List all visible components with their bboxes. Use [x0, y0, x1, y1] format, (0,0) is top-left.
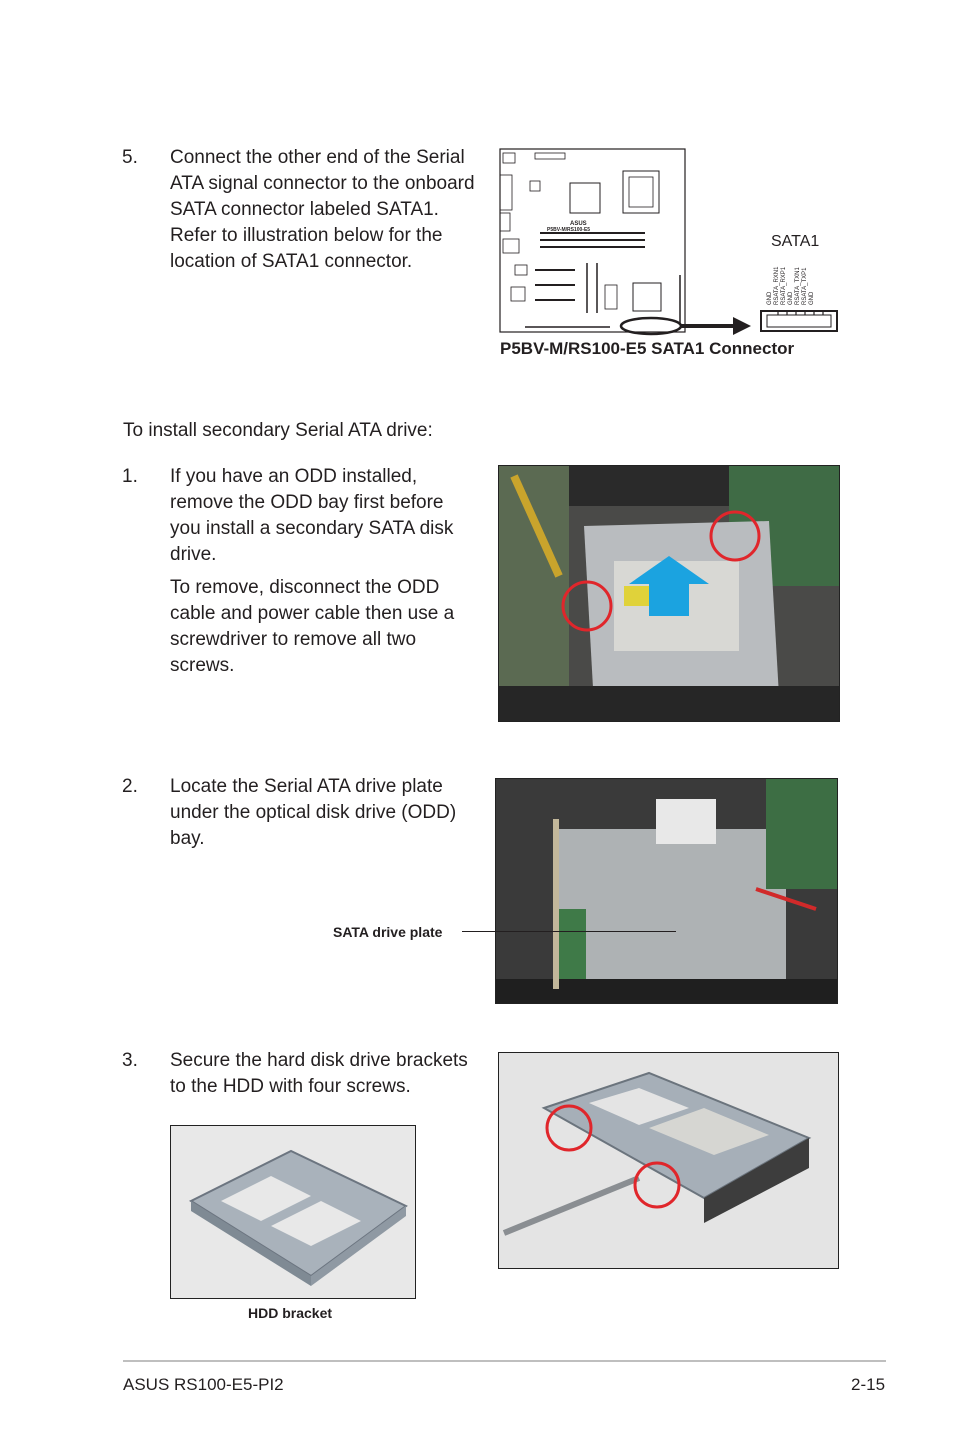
board-label: P5BV-M/RS100-E5 [547, 227, 591, 233]
step-1-number: 1. [122, 466, 138, 487]
pin-label: RSATA_TXP1 [802, 267, 808, 305]
step-2-number: 2. [122, 776, 138, 797]
footer-title: ASUS RS100-E5-PI2 [123, 1375, 284, 1394]
diagram-caption: P5BV-M/RS100-E5 SATA1 Connector [500, 339, 795, 358]
footer-divider [123, 1360, 886, 1362]
hdd-bracket-photo-svg [171, 1126, 415, 1298]
sata-plate-photo [495, 778, 838, 1004]
asus-logo-text: ASUS [570, 221, 587, 227]
pin-label: RSATA_TXN1 [795, 267, 801, 305]
step-3-number: 3. [122, 1050, 138, 1071]
callout-leader-line [462, 931, 676, 932]
page-number: 2-15 [851, 1375, 886, 1394]
pin-label: GND [809, 291, 815, 305]
sata1-label: SATA1 [771, 233, 820, 250]
odd-bay-photo-svg [499, 466, 839, 721]
hdd-bracket-photo [170, 1125, 416, 1299]
pin-label: RSATA_RXN1 [774, 266, 780, 305]
motherboard-diagram [495, 145, 845, 340]
hdd-mounting-photo-svg [499, 1053, 838, 1268]
pin-label: GND [788, 291, 794, 305]
pin-label: RSATA_RXP1 [781, 266, 787, 305]
step-3-text: Secure the hard disk drive brackets to the HDD with four screws. [170, 1050, 468, 1097]
sata-plate-photo-svg [496, 779, 837, 1003]
step-5-number: 5. [122, 147, 138, 168]
step-1-subtext: To remove, disconnect the ODD cable and power cable then use a screwdriver to remove all two screws. [170, 577, 455, 676]
odd-bay-photo [498, 465, 840, 722]
sata-plate-callout: SATA drive plate [333, 924, 443, 940]
step-2-text: Locate the Serial ATA drive plate under the optical disk drive (ODD) bay. [170, 776, 457, 849]
step-5-text: Connect the other end of the Serial ATA signal connector to the onboard SATA connector labeled SATA1. Refer to illustration below for the location of SATA1 connector. [170, 147, 475, 272]
hdd-mounting-photo [498, 1052, 839, 1269]
step-1-text: If you have an ODD installed, remove the ODD bay first before you install a secondary SATA disk drive. [170, 466, 454, 565]
hdd-bracket-caption: HDD bracket [248, 1305, 333, 1321]
pin-label: GND [767, 291, 773, 305]
pin-labels [767, 255, 833, 305]
secondary-intro: To install secondary Serial ATA drive: [123, 420, 433, 441]
